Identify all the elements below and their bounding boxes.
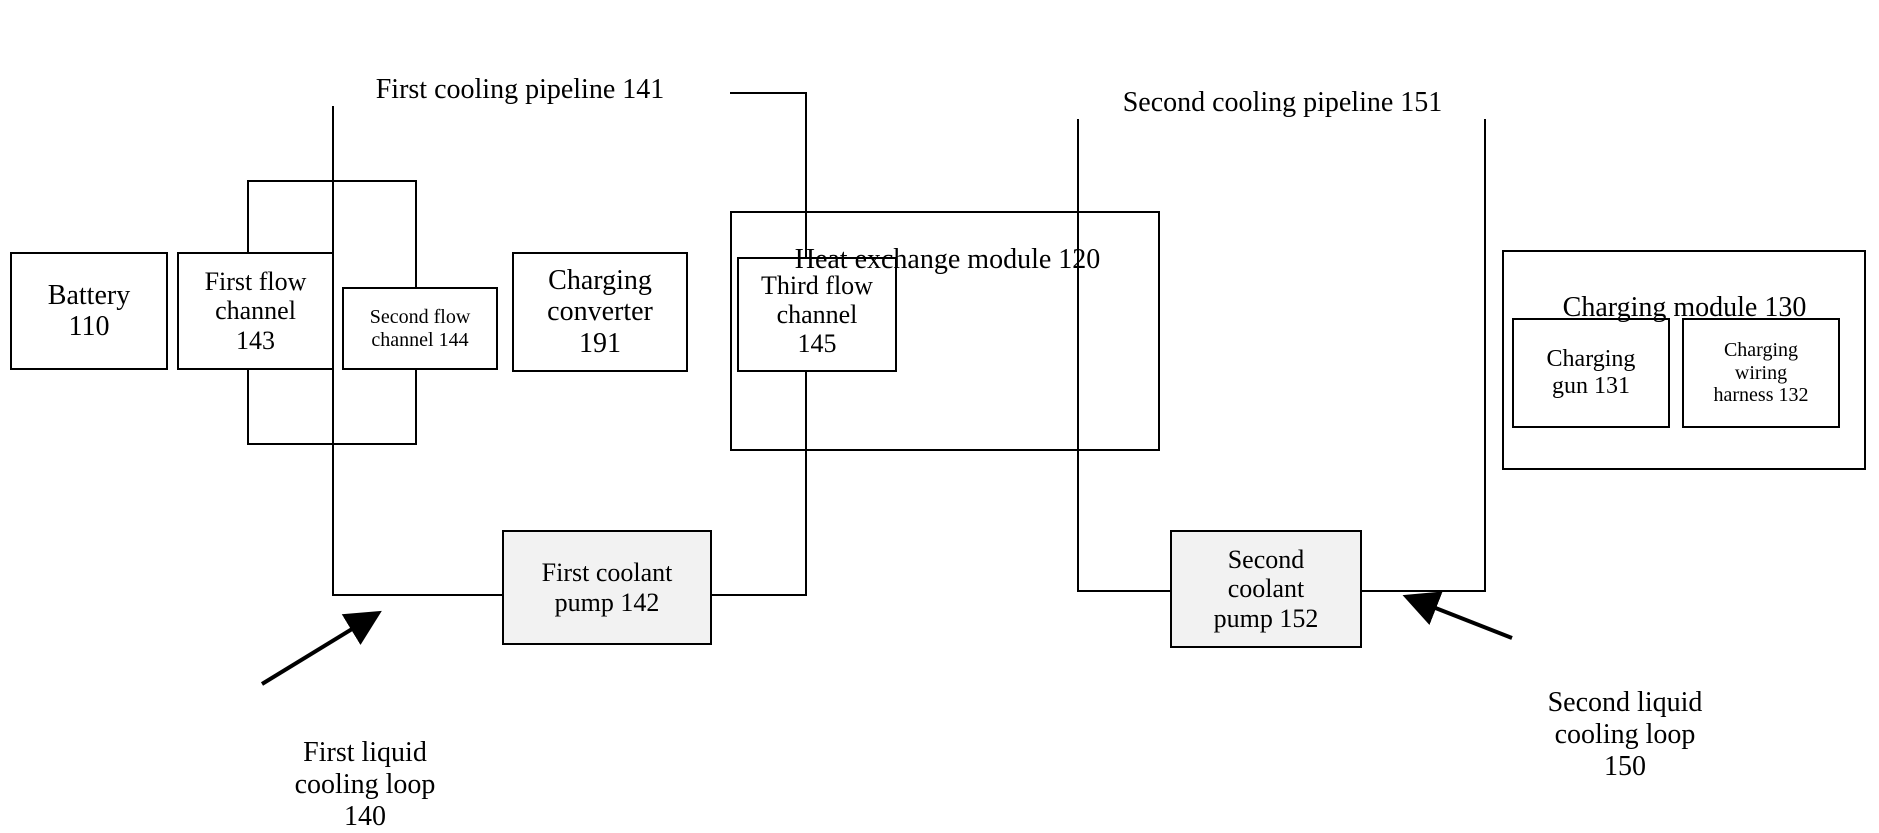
battery-label: Battery 110: [47, 279, 131, 342]
pipe-first-bottom: [332, 594, 502, 596]
battery-block[interactable]: [10, 252, 168, 370]
pipe-first-branch-top: [247, 180, 417, 182]
second-cooling-pipeline-label: Second cooling pipeline 151: [1040, 55, 1525, 119]
charging-module-label: Charging module 130: [1562, 291, 1807, 323]
charging-wiring-harness-block[interactable]: [1682, 318, 1840, 428]
pipe-first-bottom-right: [710, 594, 807, 596]
second-coolant-pump-block[interactable]: [1170, 530, 1362, 648]
second-liquid-cooling-loop-annotation: Second liquid cooling loop 150: [1547, 686, 1703, 782]
second-coolant-pump-label: Second coolant pump 152: [1213, 545, 1319, 633]
first-flow-channel-block[interactable]: [177, 252, 334, 370]
second-flow-channel-label: Second flow channel 144: [369, 306, 471, 351]
first-liquid-cooling-loop-annotation: First liquid cooling loop 140: [294, 736, 436, 832]
pipe-second-bottom-left: [1077, 590, 1171, 592]
pipe-second-right: [1484, 105, 1486, 592]
charging-gun-block[interactable]: [1512, 318, 1670, 428]
charging-converter-block[interactable]: [512, 252, 688, 372]
second-flow-channel-block[interactable]: [342, 287, 498, 370]
charging-wiring-harness-label: Charging wiring harness 132: [1713, 339, 1809, 407]
third-flow-channel-label: Third flow channel 145: [761, 270, 873, 359]
pipe-second-bottom-right: [1358, 590, 1486, 592]
charging-gun-label: Charging gun 131: [1546, 346, 1636, 399]
first-flow-channel-label: First flow channel 143: [204, 267, 307, 355]
charging-converter-label: Charging converter 191: [547, 264, 653, 359]
first-cooling-pipeline-label: First cooling pipeline 141: [310, 42, 730, 106]
first-coolant-pump-block[interactable]: [502, 530, 712, 645]
heat-exchange-module-label: Heat exchange module 120: [794, 243, 1101, 275]
pipe-first-branch-bottom: [247, 443, 417, 445]
first-coolant-pump-label: First coolant pump 142: [541, 558, 673, 617]
